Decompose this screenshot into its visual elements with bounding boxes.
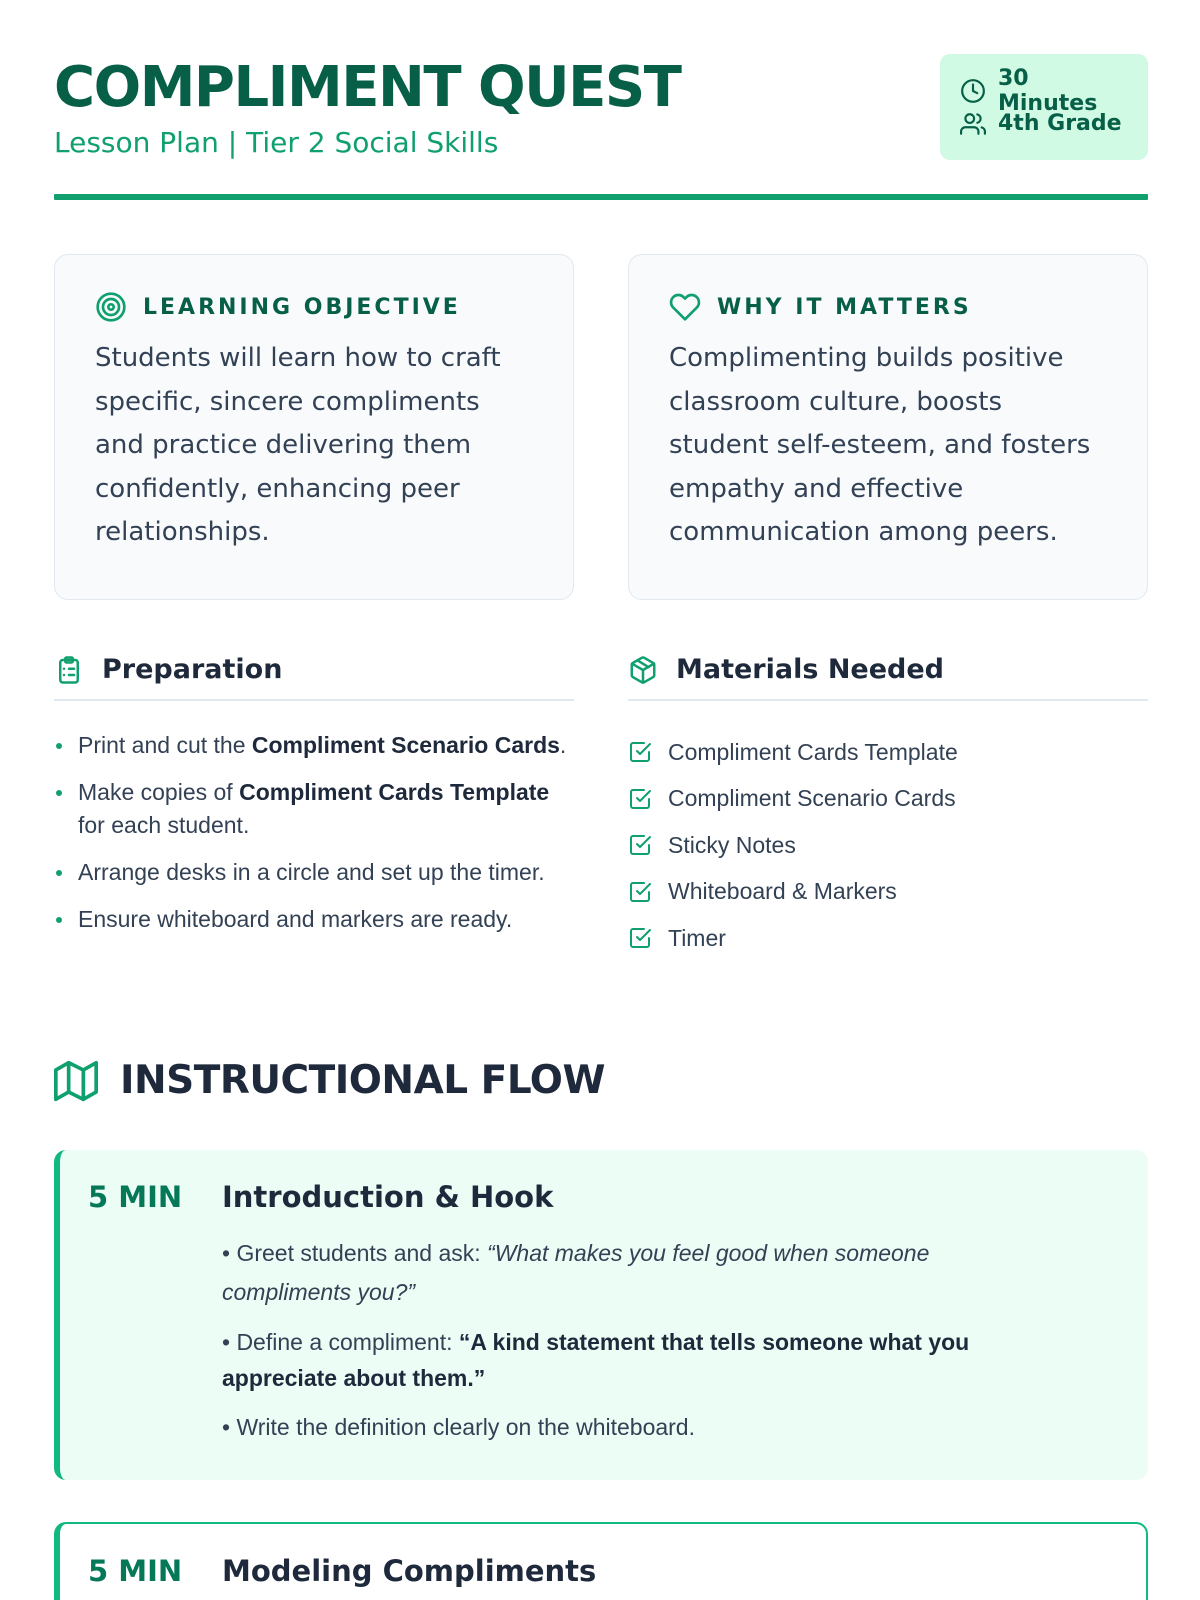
step-bullet-text: • Define a compliment: (222, 1329, 459, 1355)
preparation-item (54, 776, 574, 842)
lesson-meta-box (940, 54, 1148, 160)
material-label: Whiteboard & Markers (668, 878, 897, 905)
instructional-flow-heading: INSTRUCTIONAL FLOW (120, 1058, 605, 1103)
target-icon (95, 291, 127, 323)
checkbox-checked-icon (628, 833, 652, 857)
checkbox-checked-icon (628, 926, 652, 950)
material-label: Compliment Cards Template (668, 738, 958, 765)
grade-row (960, 107, 1128, 140)
material-label: Sticky Notes (668, 831, 796, 858)
learning-objective-text: Students will learn how to craft specific, sincere compliments and practice delivering them confidently, enhancing peer relationships. (95, 343, 501, 547)
prep-text: Print and cut the (78, 732, 252, 758)
step-body (222, 1234, 1042, 1459)
clipboard-icon (54, 655, 84, 685)
prep-text: Arrange desks in a circle and set up the timer. (78, 859, 545, 885)
preparation-item (54, 729, 574, 762)
prep-text: Make copies of (78, 779, 240, 805)
step-bullet-text: • Greet students and ask: (222, 1240, 488, 1266)
preparation-section (54, 654, 574, 950)
step-bullet (222, 1408, 1042, 1447)
learning-objective-card (54, 254, 574, 600)
step-bullet-definition: “A kind statement that tells someone what you appreciate about them.” (222, 1329, 970, 1391)
duration-row (960, 65, 1128, 116)
header-divider (54, 194, 1148, 200)
preparation-list (54, 729, 574, 936)
step-title: Modeling Compliments (222, 1554, 597, 1588)
prep-text: for each student. (78, 812, 250, 838)
step-duration: 5 MIN (88, 1180, 183, 1214)
materials-list (628, 729, 1148, 962)
preparation-item (54, 903, 574, 936)
prep-bold: Compliment Scenario Cards (251, 732, 560, 758)
duration-label: 30 Minutes (998, 65, 1098, 116)
materials-header (628, 654, 1148, 701)
material-label: Compliment Scenario Cards (668, 785, 956, 812)
package-icon (628, 655, 658, 685)
material-item (628, 822, 1148, 869)
page-title: COMPLIMENT QUEST (54, 55, 681, 120)
step-bullet-text: • Write the definition clearly on the whiteboard. (222, 1414, 695, 1440)
grade-label: 4th Grade (998, 111, 1122, 136)
checkbox-checked-icon (628, 787, 652, 811)
instructional-flow-header (54, 1058, 605, 1103)
material-label: Timer (668, 924, 726, 951)
why-it-matters-header (669, 291, 1107, 323)
header (54, 52, 1148, 202)
step-title: Introduction & Hook (222, 1180, 554, 1214)
page-subtitle: Lesson Plan | Tier 2 Social Skills (54, 126, 499, 159)
why-it-matters-card (628, 254, 1148, 600)
map-icon (54, 1059, 98, 1103)
step-bullet (222, 1324, 1042, 1396)
step-bullet-question: “What makes you feel good when someone compliments you?” (222, 1240, 930, 1305)
preparation-header (54, 654, 574, 701)
checkbox-checked-icon (628, 740, 652, 764)
flow-step-introduction (54, 1150, 1148, 1480)
materials-heading: Materials Needed (676, 654, 945, 685)
preparation-item (54, 856, 574, 889)
material-item (628, 729, 1148, 776)
clock-icon (960, 78, 986, 104)
materials-section (628, 654, 1148, 962)
prep-text: . (559, 732, 567, 758)
prep-bold: Compliment Cards Template (239, 779, 550, 805)
preparation-heading: Preparation (102, 654, 283, 685)
prep-text: Ensure whiteboard and markers are ready. (78, 906, 513, 932)
why-it-matters-heading: WHY IT MATTERS (717, 294, 972, 320)
learning-objective-header (95, 291, 533, 323)
flow-step-modeling (54, 1522, 1148, 1600)
users-icon (960, 111, 986, 137)
material-item (628, 915, 1148, 962)
material-item (628, 869, 1148, 916)
learning-objective-heading: LEARNING OBJECTIVE (143, 294, 461, 320)
material-item (628, 776, 1148, 823)
checkbox-checked-icon (628, 880, 652, 904)
step-duration: 5 MIN (88, 1554, 183, 1588)
heart-icon (669, 291, 701, 323)
why-it-matters-text: Complimenting builds positive classroom culture, boosts student self-esteem, and fosters empathy and effective communication among peers. (669, 343, 1091, 547)
step-bullet (222, 1234, 1042, 1312)
